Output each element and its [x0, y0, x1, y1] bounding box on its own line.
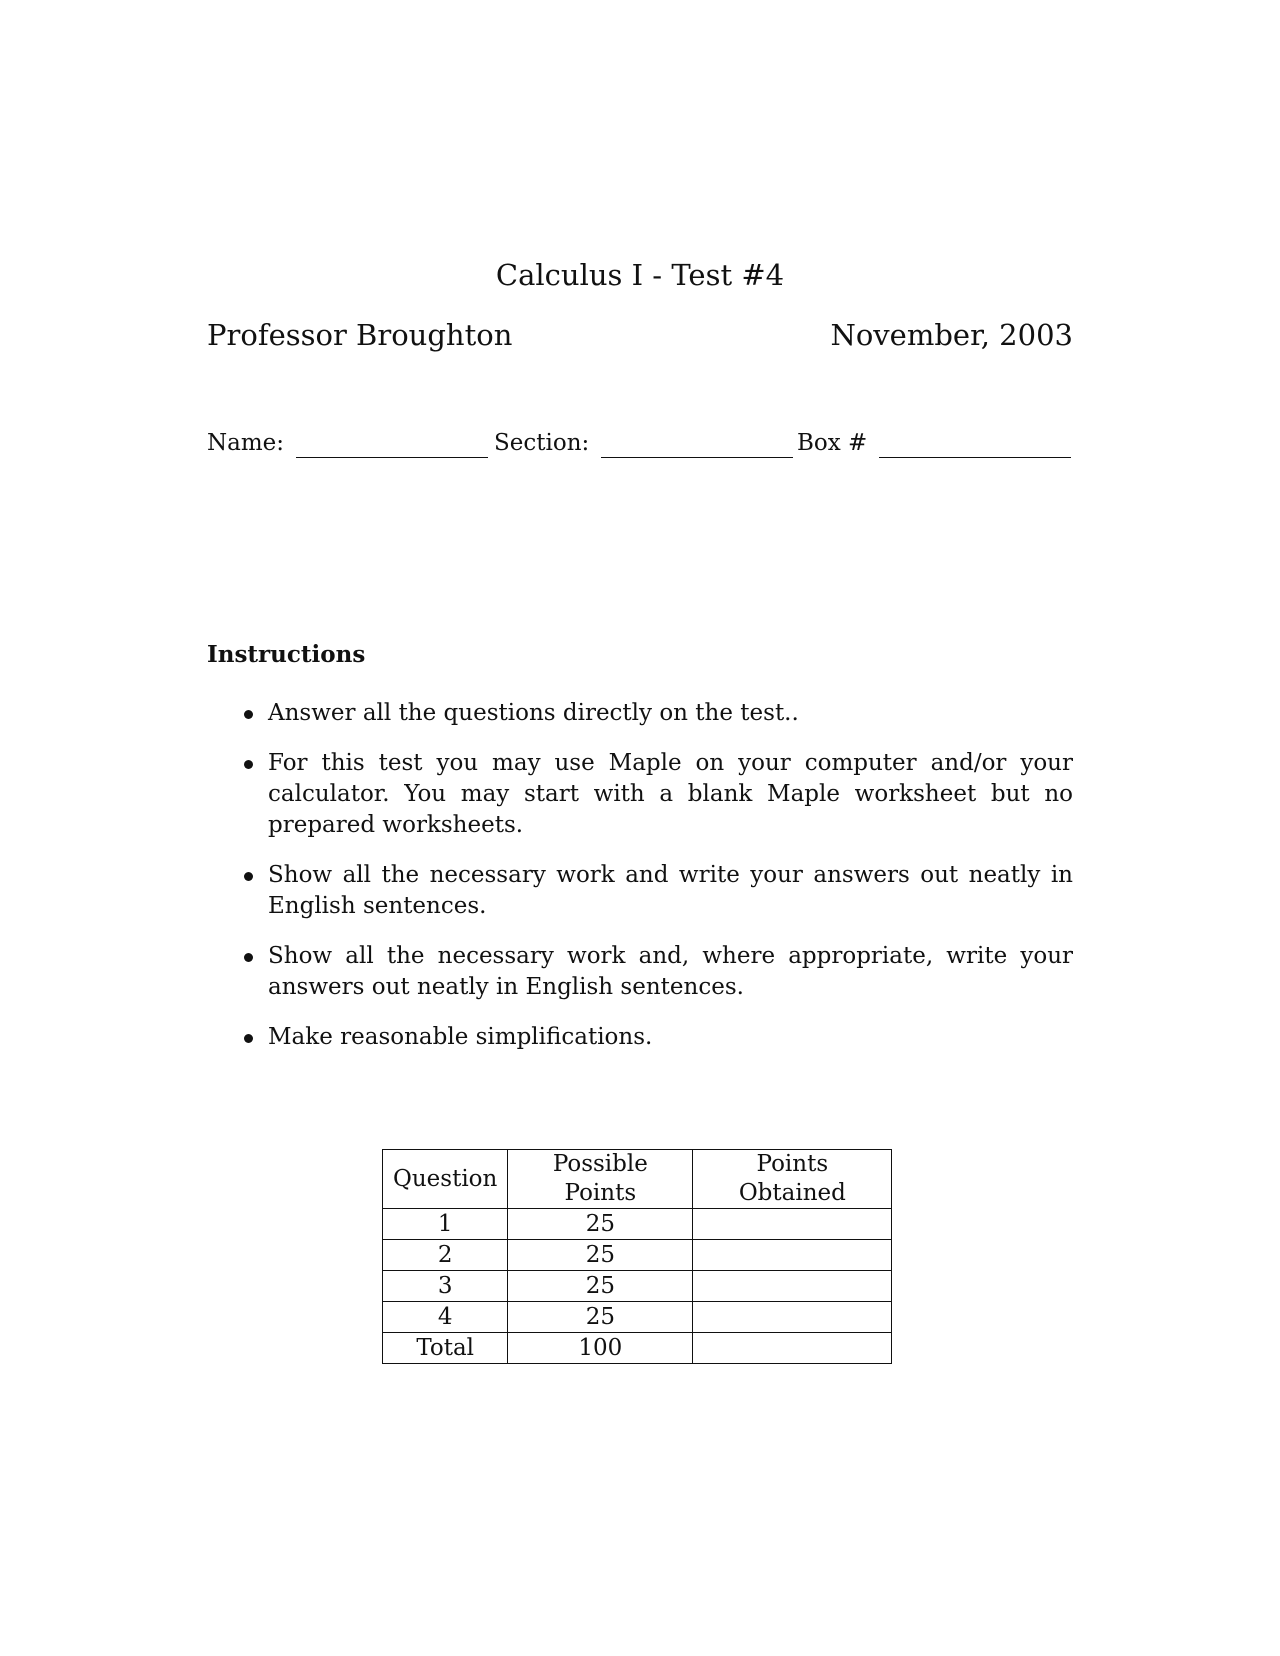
- instructions-heading: Instructions: [207, 641, 366, 668]
- points-obtained-cell[interactable]: [693, 1209, 892, 1240]
- list-item: [207, 941, 1073, 1003]
- instruction-text: Show all the necessary work and write your answers out neatly in English sentences.: [268, 862, 1073, 919]
- points-obtained-cell[interactable]: [693, 1271, 892, 1302]
- question-cell: 4: [383, 1302, 508, 1333]
- student-info-fields: [207, 428, 1073, 462]
- name-label: Name:: [207, 430, 285, 456]
- box-label: Box #: [797, 430, 868, 456]
- header-question: Question: [383, 1150, 508, 1209]
- table-row: [383, 1209, 892, 1240]
- box-field[interactable]: [797, 428, 1071, 458]
- table-row-total: [383, 1333, 892, 1364]
- instructions-list: [207, 698, 1073, 1072]
- score-table: [382, 1149, 892, 1364]
- table-row: [383, 1302, 892, 1333]
- question-cell: 3: [383, 1271, 508, 1302]
- instruction-text: Make reasonable simplifications.: [268, 1024, 653, 1050]
- list-item: [207, 1022, 1073, 1053]
- instruction-text: Show all the necessary work and, where appropriate, write your answers out neatly in English sentences.: [268, 943, 1073, 1000]
- bullet-icon: [244, 710, 253, 719]
- table-header-row: [383, 1150, 892, 1209]
- bullet-icon: [244, 1034, 253, 1043]
- possible-points-cell: 25: [508, 1240, 693, 1271]
- box-blank-line[interactable]: [879, 435, 1071, 458]
- points-obtained-cell[interactable]: [693, 1240, 892, 1271]
- bullet-icon: [244, 760, 253, 769]
- table-row: [383, 1240, 892, 1271]
- section-label: Section:: [494, 430, 590, 456]
- page-title: Calculus I - Test #4: [495, 258, 785, 292]
- test-date: November, 2003: [830, 318, 1073, 352]
- header-possible-points: Possible Points: [508, 1150, 693, 1209]
- section-field[interactable]: [494, 428, 793, 458]
- section-blank-line[interactable]: [601, 435, 793, 458]
- possible-points-cell: 25: [508, 1209, 693, 1240]
- name-field[interactable]: [207, 428, 488, 458]
- total-points-obtained-cell[interactable]: [693, 1333, 892, 1364]
- list-item: [207, 860, 1073, 922]
- name-blank-line[interactable]: [296, 435, 488, 458]
- possible-points-cell: 25: [508, 1271, 693, 1302]
- total-label-cell: Total: [383, 1333, 508, 1364]
- list-item: [207, 698, 1073, 729]
- possible-points-cell: 25: [508, 1302, 693, 1333]
- question-cell: 1: [383, 1209, 508, 1240]
- bullet-icon: [244, 872, 253, 881]
- question-cell: 2: [383, 1240, 508, 1271]
- header-points-obtained: Points Obtained: [693, 1150, 892, 1209]
- instruction-text: For this test you may use Maple on your computer and/or your calculator. You may start with a blank Maple worksheet but no prepared worksheets.: [268, 750, 1073, 838]
- total-possible-points-cell: 100: [508, 1333, 693, 1364]
- professor-name: Professor Broughton: [207, 318, 513, 352]
- table-row: [383, 1271, 892, 1302]
- points-obtained-cell[interactable]: [693, 1302, 892, 1333]
- instruction-text: Answer all the questions directly on the test..: [268, 700, 799, 726]
- bullet-icon: [244, 953, 253, 962]
- list-item: [207, 748, 1073, 841]
